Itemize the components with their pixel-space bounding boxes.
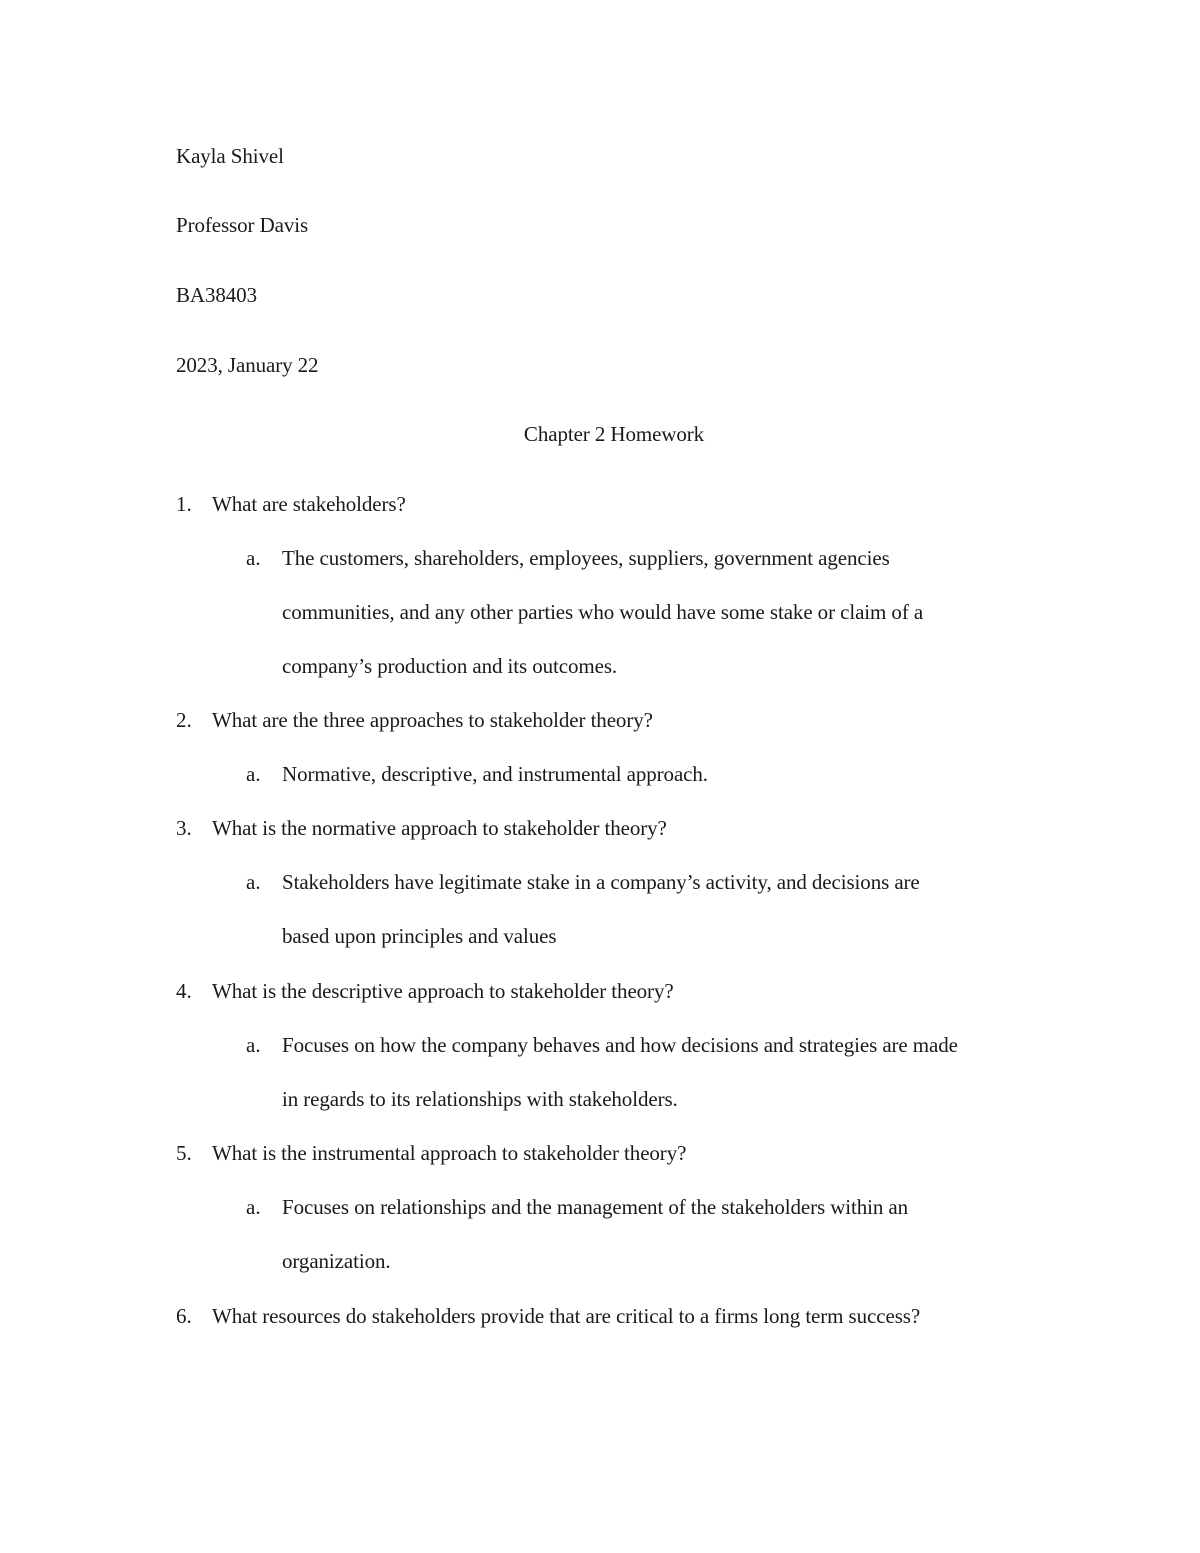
answer-line: based upon principles and values	[282, 924, 557, 948]
question-text: What resources do stakeholders provide that are critical to a firms long term success?	[212, 1304, 921, 1328]
answer-line: in regards to its relationships with stakeholders.	[282, 1087, 678, 1111]
question-text: What is the normative approach to stakeholder theory?	[212, 816, 667, 840]
page-title: Chapter 2 Homework	[523, 422, 705, 446]
question-number: 2.	[176, 708, 192, 732]
answer-line: The customers, shareholders, employees, suppliers, government agencies	[282, 546, 890, 570]
question-text: What are stakeholders?	[212, 492, 406, 516]
question-number: 6.	[176, 1304, 192, 1328]
answer-line: communities, and any other parties who would have some stake or claim of a	[282, 600, 924, 624]
answer-line: company’s production and its outcomes.	[282, 654, 618, 678]
date-line: 2023, January 22	[176, 353, 319, 377]
course-code: BA38403	[176, 283, 257, 307]
answer-line: Normative, descriptive, and instrumental approach.	[282, 762, 708, 786]
answer-marker: a.	[246, 1195, 261, 1219]
answer-marker: a.	[246, 870, 261, 894]
question-number: 3.	[176, 816, 192, 840]
answer-line: organization.	[282, 1249, 391, 1273]
question-text: What is the descriptive approach to stakeholder theory?	[212, 979, 674, 1003]
answer-line: Focuses on how the company behaves and how decisions and strategies are made	[282, 1033, 958, 1057]
answer-line: Stakeholders have legitimate stake in a company’s activity, and decisions are	[282, 870, 920, 894]
question-number: 5.	[176, 1141, 192, 1165]
answer-marker: a.	[246, 546, 261, 570]
question-text: What is the instrumental approach to stakeholder theory?	[212, 1141, 687, 1165]
student-name: Kayla Shivel	[176, 144, 284, 168]
question-number: 1.	[176, 492, 192, 516]
professor-name: Professor Davis	[176, 213, 309, 237]
answer-marker: a.	[246, 1033, 261, 1057]
question-number: 4.	[176, 979, 192, 1003]
answer-line: Focuses on relationships and the management of the stakeholders within an	[282, 1195, 909, 1219]
question-text: What are the three approaches to stakeholder theory?	[212, 708, 653, 732]
answer-marker: a.	[246, 762, 261, 786]
